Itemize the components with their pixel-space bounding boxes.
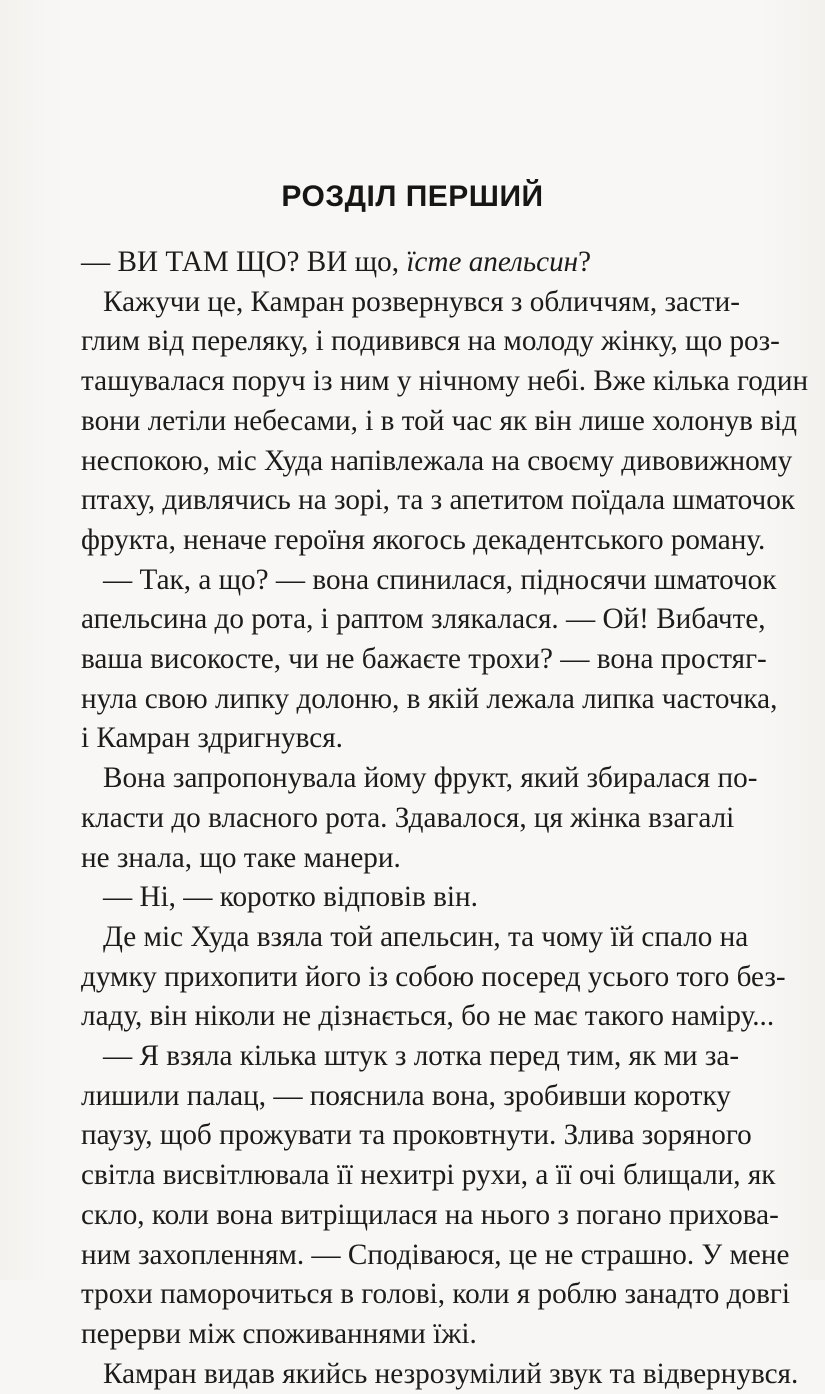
- text-line: фрукта, неначе героїня якогось декадентського роману.: [81, 523, 766, 556]
- text-line: — Ні, — коротко відповів він.: [103, 881, 478, 914]
- text-line: класти до власного рота. Здавалося, ця жінка взагалі: [81, 801, 735, 834]
- paragraph: [103, 878, 720, 918]
- text-line: не знала, що таке манери.: [81, 841, 401, 874]
- text-line: — Так, а що? — вона спинилася, підносячи шматочок: [103, 563, 777, 596]
- text-line: Кажучи це, Камран розвернувся з обличчям, засти-: [103, 285, 741, 318]
- text-line: світла висвітлювала її нехитрі рухи, а її очі блищали, як: [81, 1159, 776, 1192]
- paragraph: [81, 243, 720, 283]
- text-line: ваша високосте, чи не бажаєте трохи? — вона простяг-: [81, 643, 767, 676]
- text-line: трохи паморочиться в голові, коли я роблю занадто довгі: [81, 1278, 790, 1311]
- punctuation: ?: [578, 246, 592, 278]
- text-line: паузу, щоб прожувати та проковтнути. Злива зоряного: [81, 1119, 752, 1152]
- text-line: нула свою липку долоню, в якій лежала липка часточка,: [81, 682, 778, 715]
- text-line: і Камран здригнувся.: [81, 722, 343, 755]
- text-line: птаху, дивлячись на зорі, та з апетитом поїдала шматочок: [81, 484, 795, 517]
- paragraph: [81, 759, 758, 878]
- text-line: перерви між споживаннями їжі.: [81, 1317, 477, 1350]
- text-line: вони летіли небесами, і в той час як він лише холонув від: [81, 404, 798, 437]
- paragraph: [81, 561, 778, 760]
- text-line: ладу, він ніколи не дізнається, бо не має такого наміру...: [81, 1000, 775, 1033]
- text-line: скло, коли вона витріщилася на нього з погано прихова-: [81, 1198, 779, 1231]
- text-line: [81, 243, 720, 283]
- paragraph: [81, 1037, 790, 1355]
- text-line: Камран видав якийсь незрозумілий звук та відвернувся.: [103, 1357, 799, 1390]
- chapter-title: РОЗДІЛ ПЕРШИЙ: [281, 180, 544, 213]
- text-line: ташувалася поруч із ним у нічному небі. Вже кілька годин: [81, 365, 809, 398]
- text-line: лишили палац, — пояснила вона, зробивши коротку: [81, 1079, 731, 1112]
- paragraph: [81, 918, 786, 1037]
- paragraph: [81, 283, 809, 561]
- body-text: [81, 243, 809, 1394]
- emphasis-text: їсте апельсин: [406, 246, 579, 278]
- text-line: думку прихопити його із собою посеред усього того без-: [81, 960, 786, 993]
- text-line: Де міс Худа взяла той апельсин, та чому їй спало на: [103, 920, 749, 953]
- text-line: Вона запропонувала йому фрукт, який збиралася по-: [103, 762, 758, 795]
- text-line: — Я взяла кілька штук з лотка перед тим, як ми за-: [103, 1040, 740, 1073]
- text-line: неспокою, міс Худа напівлежала на своєму дивовижному: [81, 444, 793, 477]
- paragraph: [103, 1355, 799, 1394]
- text-line: апельсина до рота, і раптом злякалася. — Ой! Вибачте,: [81, 603, 766, 636]
- text-line: ним захопленням. — Сподіваюся, це не страшно. У мене: [81, 1238, 790, 1271]
- dialogue-text: — ВИ ТАМ ЩО? ВИ що,: [81, 246, 407, 278]
- text-line: глим від переляку, і подивився на молоду жінку, що роз-: [81, 325, 780, 358]
